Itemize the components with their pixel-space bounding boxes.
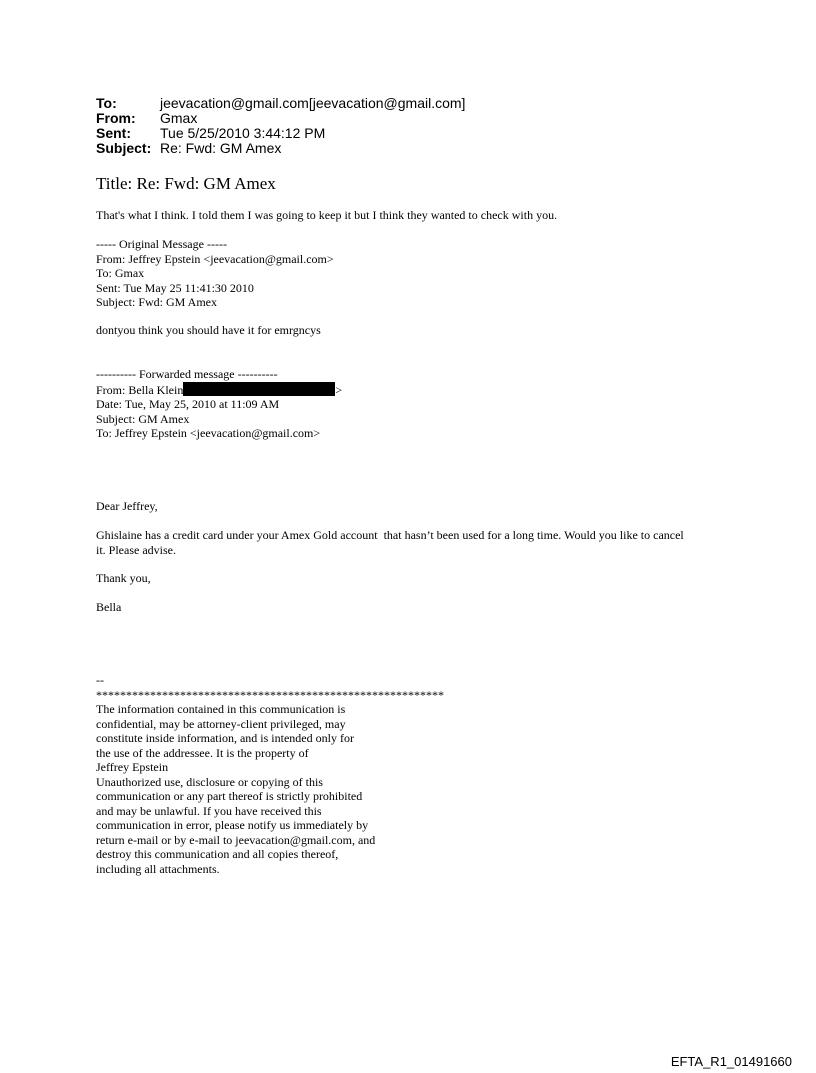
letter-body-line-2: it. Please advise. — [96, 543, 176, 557]
disclaimer-line: communication or any part thereof is strictly prohibited — [96, 789, 363, 803]
from-row — [96, 111, 465, 126]
original-from: From: Jeffrey Epstein <jeevacation@gmail.com> — [96, 251, 334, 266]
forwarded-from-end: > — [335, 382, 343, 397]
letter-signature: Bella — [96, 600, 122, 614]
forwarded-from: From: Bella Klein — [96, 382, 184, 397]
subject-row — [96, 141, 465, 156]
disclaimer — [96, 673, 444, 876]
original-heading: ----- Original Message ----- — [96, 237, 227, 251]
subject-value: Re: Fwd: GM Amex — [160, 140, 282, 156]
reply-text: That's what I think. I told them I was going to keep it but I think they wanted to check with you. — [96, 208, 558, 222]
disclaimer-line: including all attachments. — [96, 861, 220, 876]
to-value: jeevacation@gmail.com[jeevacation@gmail.com] — [160, 95, 466, 111]
to-label: To: — [96, 95, 117, 111]
document-id: EFTA_R1_01491660 — [670, 1054, 792, 1069]
forwarded-heading: ---------- Forwarded message ---------- — [96, 367, 278, 381]
disclaimer-line: Jeffrey Epstein — [96, 760, 169, 774]
forwarded-from-line — [96, 382, 342, 398]
sent-value: Tue 5/25/2010 3:44:12 PM — [160, 125, 326, 141]
disclaimer-line: return e-mail or by e-mail to jeevacation@gmail.com, and — [96, 832, 376, 847]
disclaimer-line: the use of the addressee. It is the property of — [96, 745, 309, 760]
disclaimer-line: communication in error, please notify us immediately by — [96, 818, 369, 832]
forwarded-date: Date: Tue, May 25, 2010 at 11:09 AM — [96, 397, 280, 411]
disclaimer-line: The information contained in this communication is — [96, 702, 346, 716]
letter-greeting: Dear Jeffrey, — [96, 499, 158, 513]
subject-label: Subject: — [96, 140, 152, 156]
original-subject: Subject: Fwd: GM Amex — [96, 295, 218, 309]
disclaimer-line: Unauthorized use, disclosure or copying of this — [96, 774, 323, 789]
forwarded-to: To: Jeffrey Epstein <jeevacation@gmail.com> — [96, 426, 321, 440]
disclaimer-dashes: -- — [96, 673, 104, 687]
original-sent: Sent: Tue May 25 11:41:30 2010 — [96, 280, 254, 295]
disclaimer-stars: ********************************************************** — [96, 687, 444, 702]
redaction-box — [183, 382, 335, 396]
email-header — [96, 96, 465, 156]
to-row — [96, 96, 465, 111]
from-value: Gmax — [160, 110, 198, 126]
original-to: To: Gmax — [96, 266, 145, 280]
original-body: dontyou think you should have it for emrgncys — [96, 323, 321, 337]
disclaimer-line: destroy this communication and all copies thereof, — [96, 847, 339, 861]
sent-label: Sent: — [96, 125, 131, 141]
disclaimer-line: and may be unlawful. If you have received this — [96, 803, 322, 818]
forwarded-subject: Subject: GM Amex — [96, 411, 190, 426]
forwarded-message — [96, 367, 342, 441]
from-label: From: — [96, 110, 136, 126]
sent-row — [96, 126, 465, 141]
disclaimer-line: constitute inside information, and is intended only for — [96, 731, 354, 745]
document-title: Title: Re: Fwd: GM Amex — [96, 174, 276, 193]
disclaimer-line: confidential, may be attorney-client privileged, may — [96, 716, 346, 731]
letter-thanks: Thank you, — [96, 571, 151, 585]
letter-body-line-1: Ghislaine has a credit card under your Amex Gold account that hasn’t been used for a long time. Would you like to cancel — [96, 528, 684, 542]
original-message — [96, 237, 334, 310]
